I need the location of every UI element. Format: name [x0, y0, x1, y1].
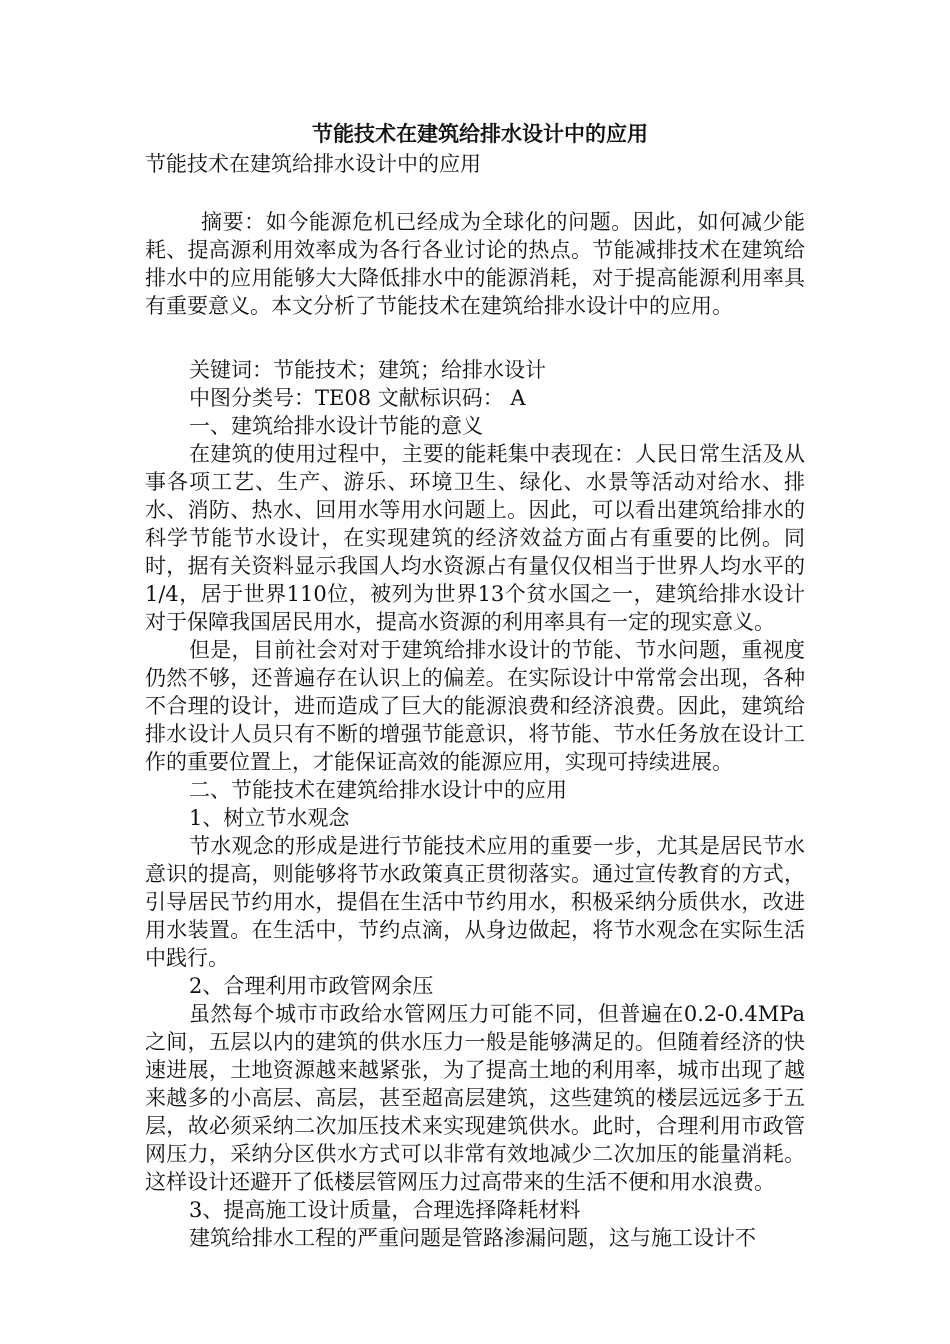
classification-line: 中图分类号：TE08 文献标识码： A	[189, 386, 526, 410]
section-1-paragraph-2: 但是，目前社会对对于建筑给排水设计的节能、节水问题，重视度仍然不够，还普遍存在认识上的偏差。在实际设计中常常会出现，各种不合理的设计，进而造成了巨大的能源浪费和经济浪费。因此，建筑给排水设计人员只有不断的增强节能意识，将节能、节水任务放在设计工作的重要位置上，才能保证高效的能源应用，实现可持续进展。	[145, 638, 805, 774]
subsection-2-heading: 2、合理利用市政管网余压	[189, 974, 434, 998]
document-page	[145, 120, 805, 1252]
section-1-heading: 一、建筑给排水设计节能的意义	[189, 414, 483, 438]
section-1-paragraph-1: 在建筑的使用过程中，主要的能耗集中表现在：人民日常生活及从事各项工艺、生产、游乐、环境卫生、绿化、水景等活动对给水、排水、消防、热水、回用水等用水问题上。因此，可以看出建筑给排水的科学节能节水设计，在实现建筑的经济效益方面占有重要的比例。同时，据有关资料显示我国人均水资源占有量仅仅相当于世界人均水平的1/4，居于世界110位，被列为世界13个贫水国之一，建筑给排水设计对于保障我国居民用水，提高水资源的利用率具有一定的现实意义。	[145, 442, 805, 634]
subsection-3-paragraph: 建筑给排水工程的严重问题是管路渗漏问题，这与施工设计不	[189, 1226, 756, 1250]
section-2-heading: 二、节能技术在建筑给排水设计中的应用	[189, 778, 567, 802]
document-subtitle: 节能技术在建筑给排水设计中的应用	[145, 152, 481, 176]
abstract-paragraph: 摘要：如今能源危机已经成为全球化的问题。因此，如何减少能耗、提高源利用效率成为各行各业讨论的热点。节能减排技术在建筑给排水中的应用能够大大降低排水中的能源消耗，对于提高能源利用率具有重要意义。本文分析了节能技术在建筑给排水设计中的应用。	[145, 210, 805, 318]
subsection-2-paragraph: 虽然每个城市市政给水管网压力可能不同，但普遍在0.2-0.4MPa之间，五层以内的建筑的供水压力一般是能够满足的。但随着经济的快速进展，土地资源越来越紧张，为了提高土地的利用率，城市出现了越来越多的小高层、高层，甚至超高层建筑，这些建筑的楼层远远多于五层，故必须采纳二次加压技术来实现建筑供水。此时，合理利用市政管网压力，采纳分区供水方式可以非常有效地减少二次加压的能量消耗。这样设计还避开了低楼层管网压力过高带来的生活不便和用水浪费。	[145, 1002, 805, 1194]
subsection-3-heading: 3、提高施工设计质量，合理选择降耗材料	[189, 1198, 581, 1222]
subsection-1-paragraph: 节水观念的形成是进行节能技术应用的重要一步，尤其是居民节水意识的提高，则能够将节水政策真正贯彻落实。通过宣传教育的方式，引导居民节约用水，提倡在生活中节约用水，积极采纳分质供水，改进用水装置。在生活中，节约点滴，从身边做起，将节水观念在实际生活中践行。	[145, 834, 805, 970]
document-title: 节能技术在建筑给排水设计中的应用	[312, 121, 648, 146]
keywords-line: 关键词：节能技术；建筑；给排水设计	[189, 358, 546, 382]
subsection-1-heading: 1、树立节水观念	[189, 806, 350, 830]
